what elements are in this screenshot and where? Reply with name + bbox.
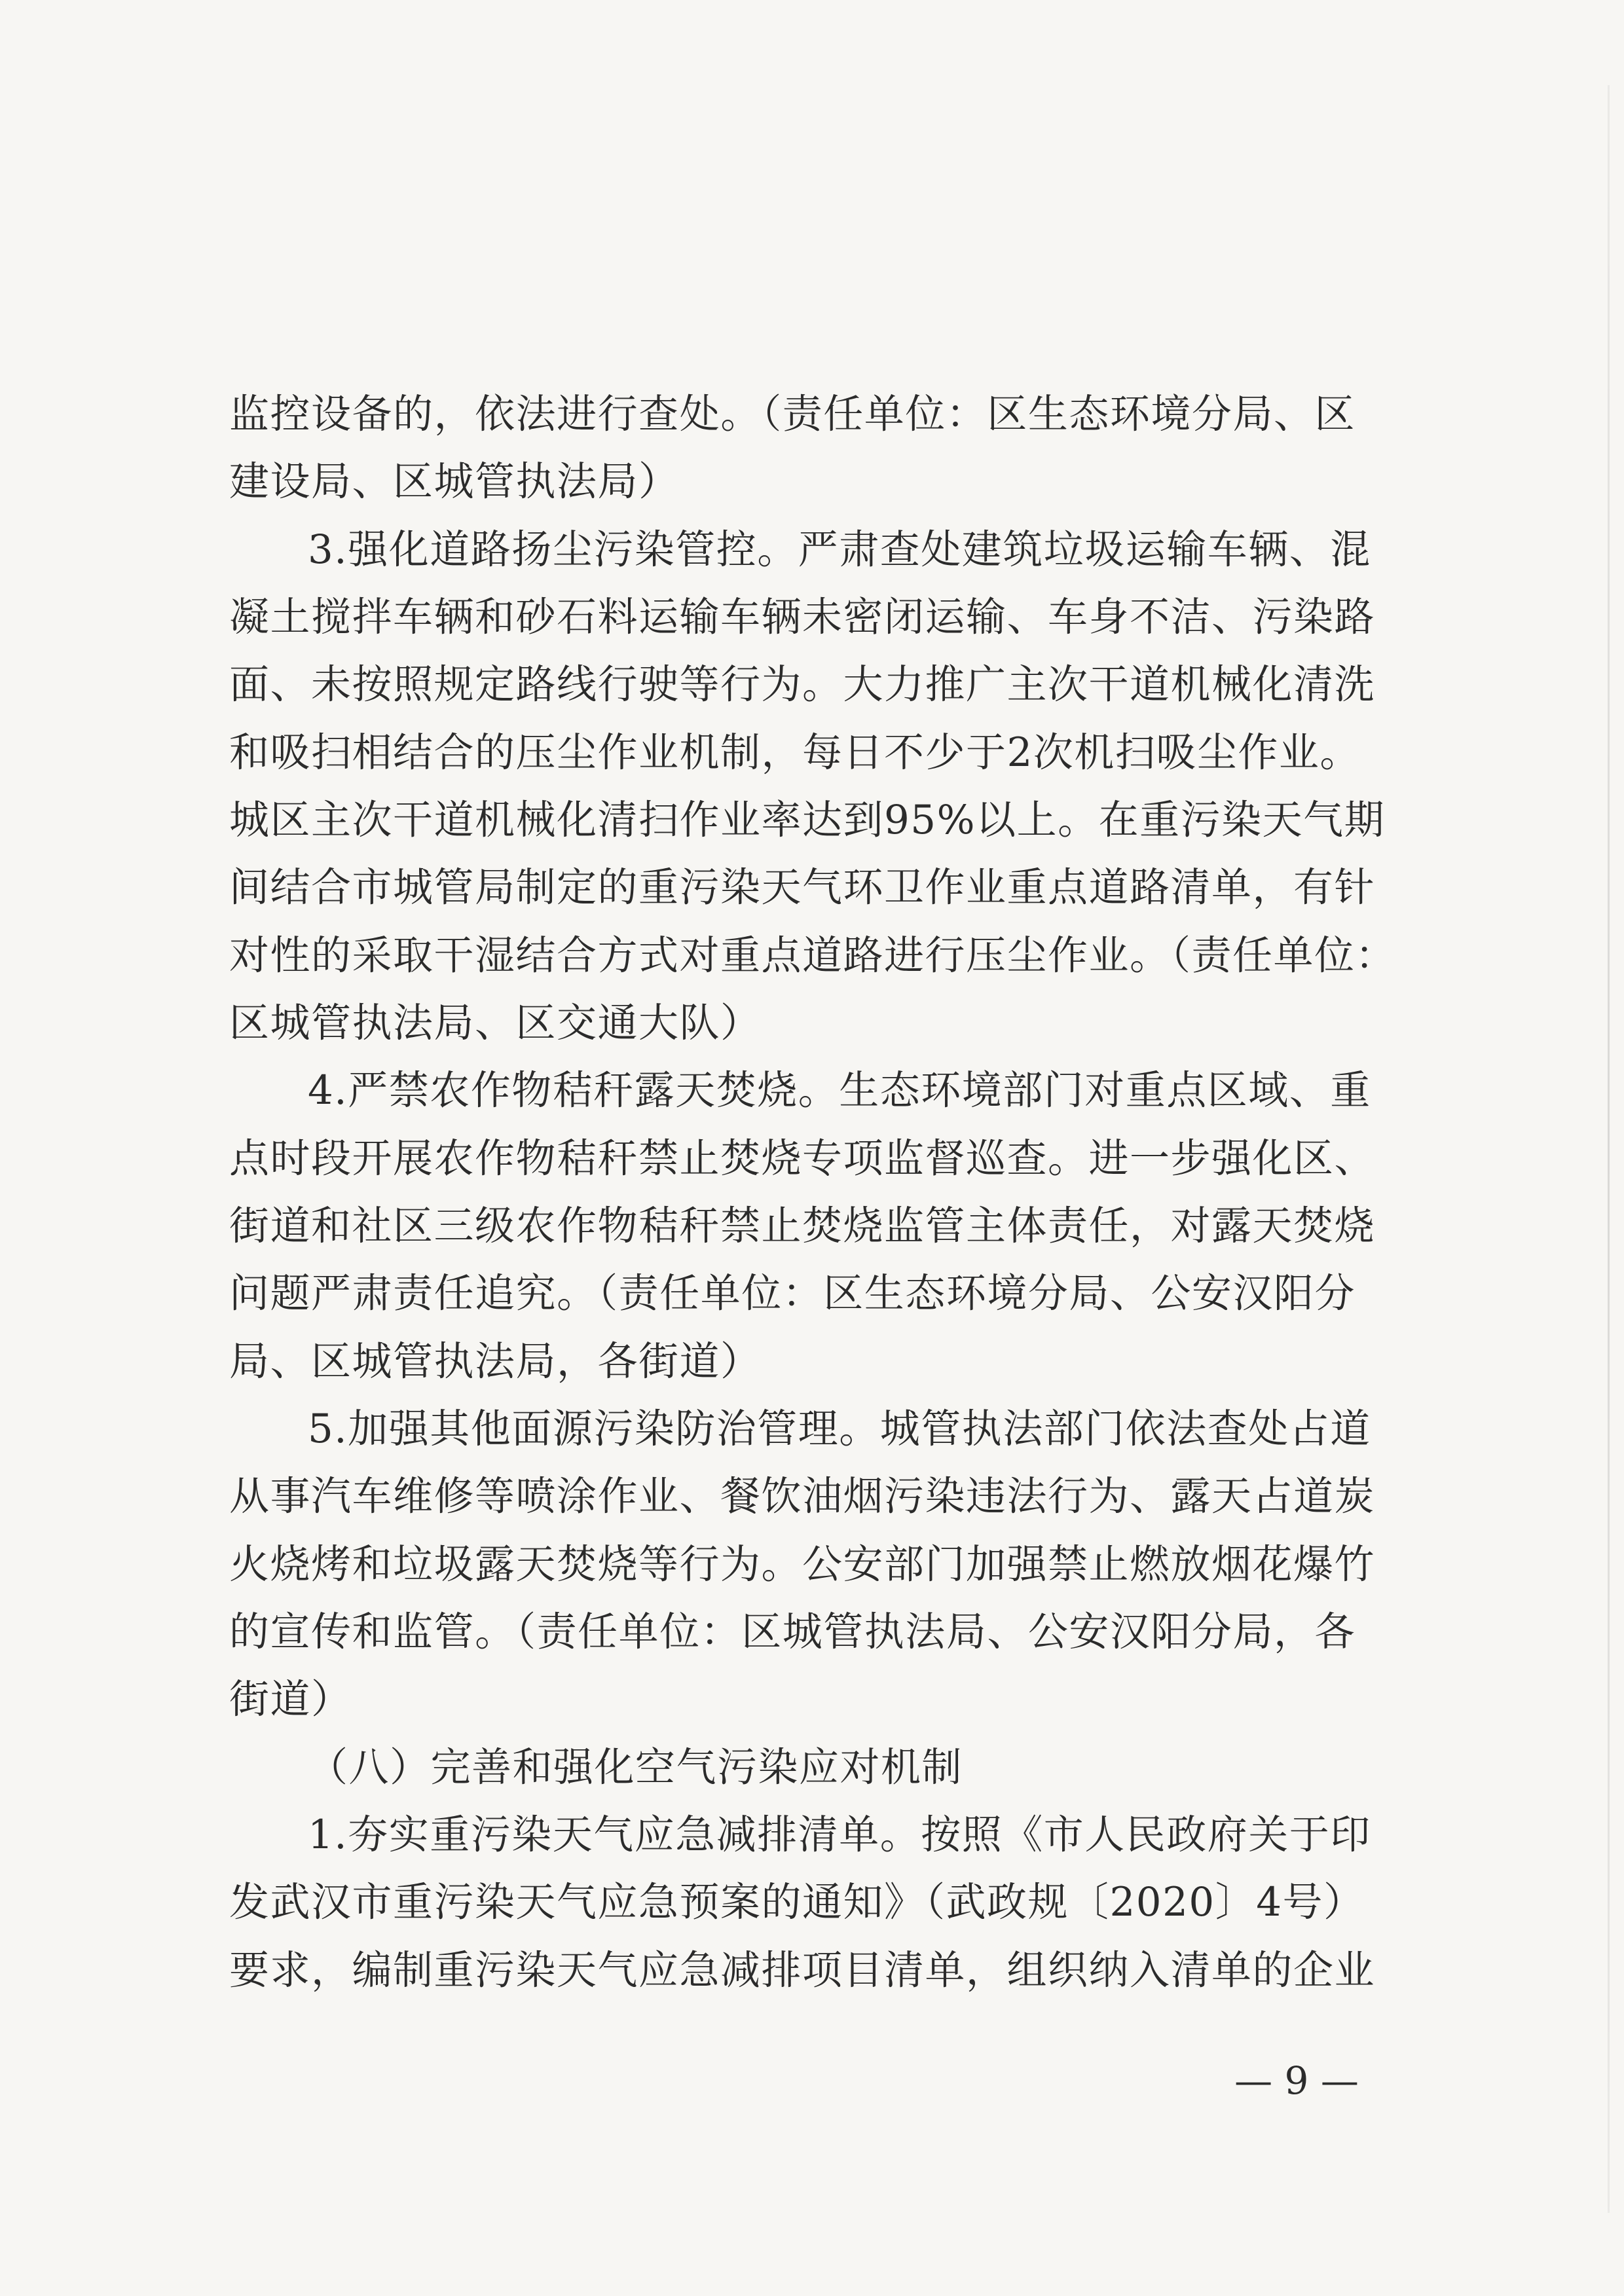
text-line: 面、未按照规定路线行驶等行为。大力推广主次干道机械化清洗 [229,661,1376,708]
text-line: 发武汉市重污染天气应急预案的通知》（武政规〔2020〕4号） [229,1879,1365,1925]
text-line: 间结合市城管局制定的重污染天气环卫作业重点道路清单，有针 [229,864,1376,911]
text-line: 1.夯实重污染天气应急减排清单。按照《市人民政府关于印 [308,1812,1371,1858]
text-line: 3.强化道路扬尘污染管控。严肃查处建筑垃圾运输车辆、混 [308,526,1371,573]
text-line: 局、区城管执法局，各街道） [229,1338,762,1385]
text-line: 点时段开展农作物秸秆禁止焚烧专项监督巡查。进一步强化区、 [229,1135,1376,1182]
text-line: 5.加强其他面源污染防治管理。城管执法部门依法查处占道 [308,1406,1371,1452]
page-number: — 9 — [1234,2058,1359,2103]
text-line: 监控设备的，依法进行查处。（责任单位：区生态环境分局、区 [229,391,1356,437]
text-line: 对性的采取干湿结合方式对重点道路进行压尘作业。（责任单位： [229,932,1397,979]
scan-edge-shadow [1608,85,1610,2213]
text-line: 街道） [229,1676,352,1722]
text-line: 区城管执法局、区交通大队） [229,1000,762,1046]
text-line: 要求，编制重污染天气应急减排项目清单，组织纳入清单的企业 [229,1947,1376,1994]
text-line: 问题严肃责任追究。（责任单位：区生态环境分局、公安汉阳分 [229,1270,1356,1317]
text-line: 街道和社区三级农作物秸秆禁止焚烧监管主体责任，对露天焚烧 [229,1203,1376,1249]
text-line: 从事汽车维修等喷涂作业、餐饮油烟污染违法行为、露天占道炭 [229,1473,1376,1520]
text-line: 城区主次干道机械化清扫作业率达到95%以上。在重污染天气期 [229,797,1386,843]
text-line: 和吸扫相结合的压尘作业机制，每日不少于2次机扫吸尘作业。 [229,729,1361,776]
text-line: 火烧烤和垃圾露天焚烧等行为。公安部门加强禁止燃放烟花爆竹 [229,1541,1376,1588]
text-line: 4.严禁农作物秸秆露天焚烧。生态环境部门对重点区域、重 [308,1067,1371,1114]
text-line: 建设局、区城管执法局） [229,458,680,505]
section-heading: （八）完善和强化空气污染应对机制 [308,1744,963,1791]
text-line: 凝土搅拌车辆和砂石料运输车辆未密闭运输、车身不洁、污染路 [229,594,1376,640]
text-line: 的宣传和监管。（责任单位：区城管执法局、公安汉阳分局，各 [229,1609,1356,1655]
